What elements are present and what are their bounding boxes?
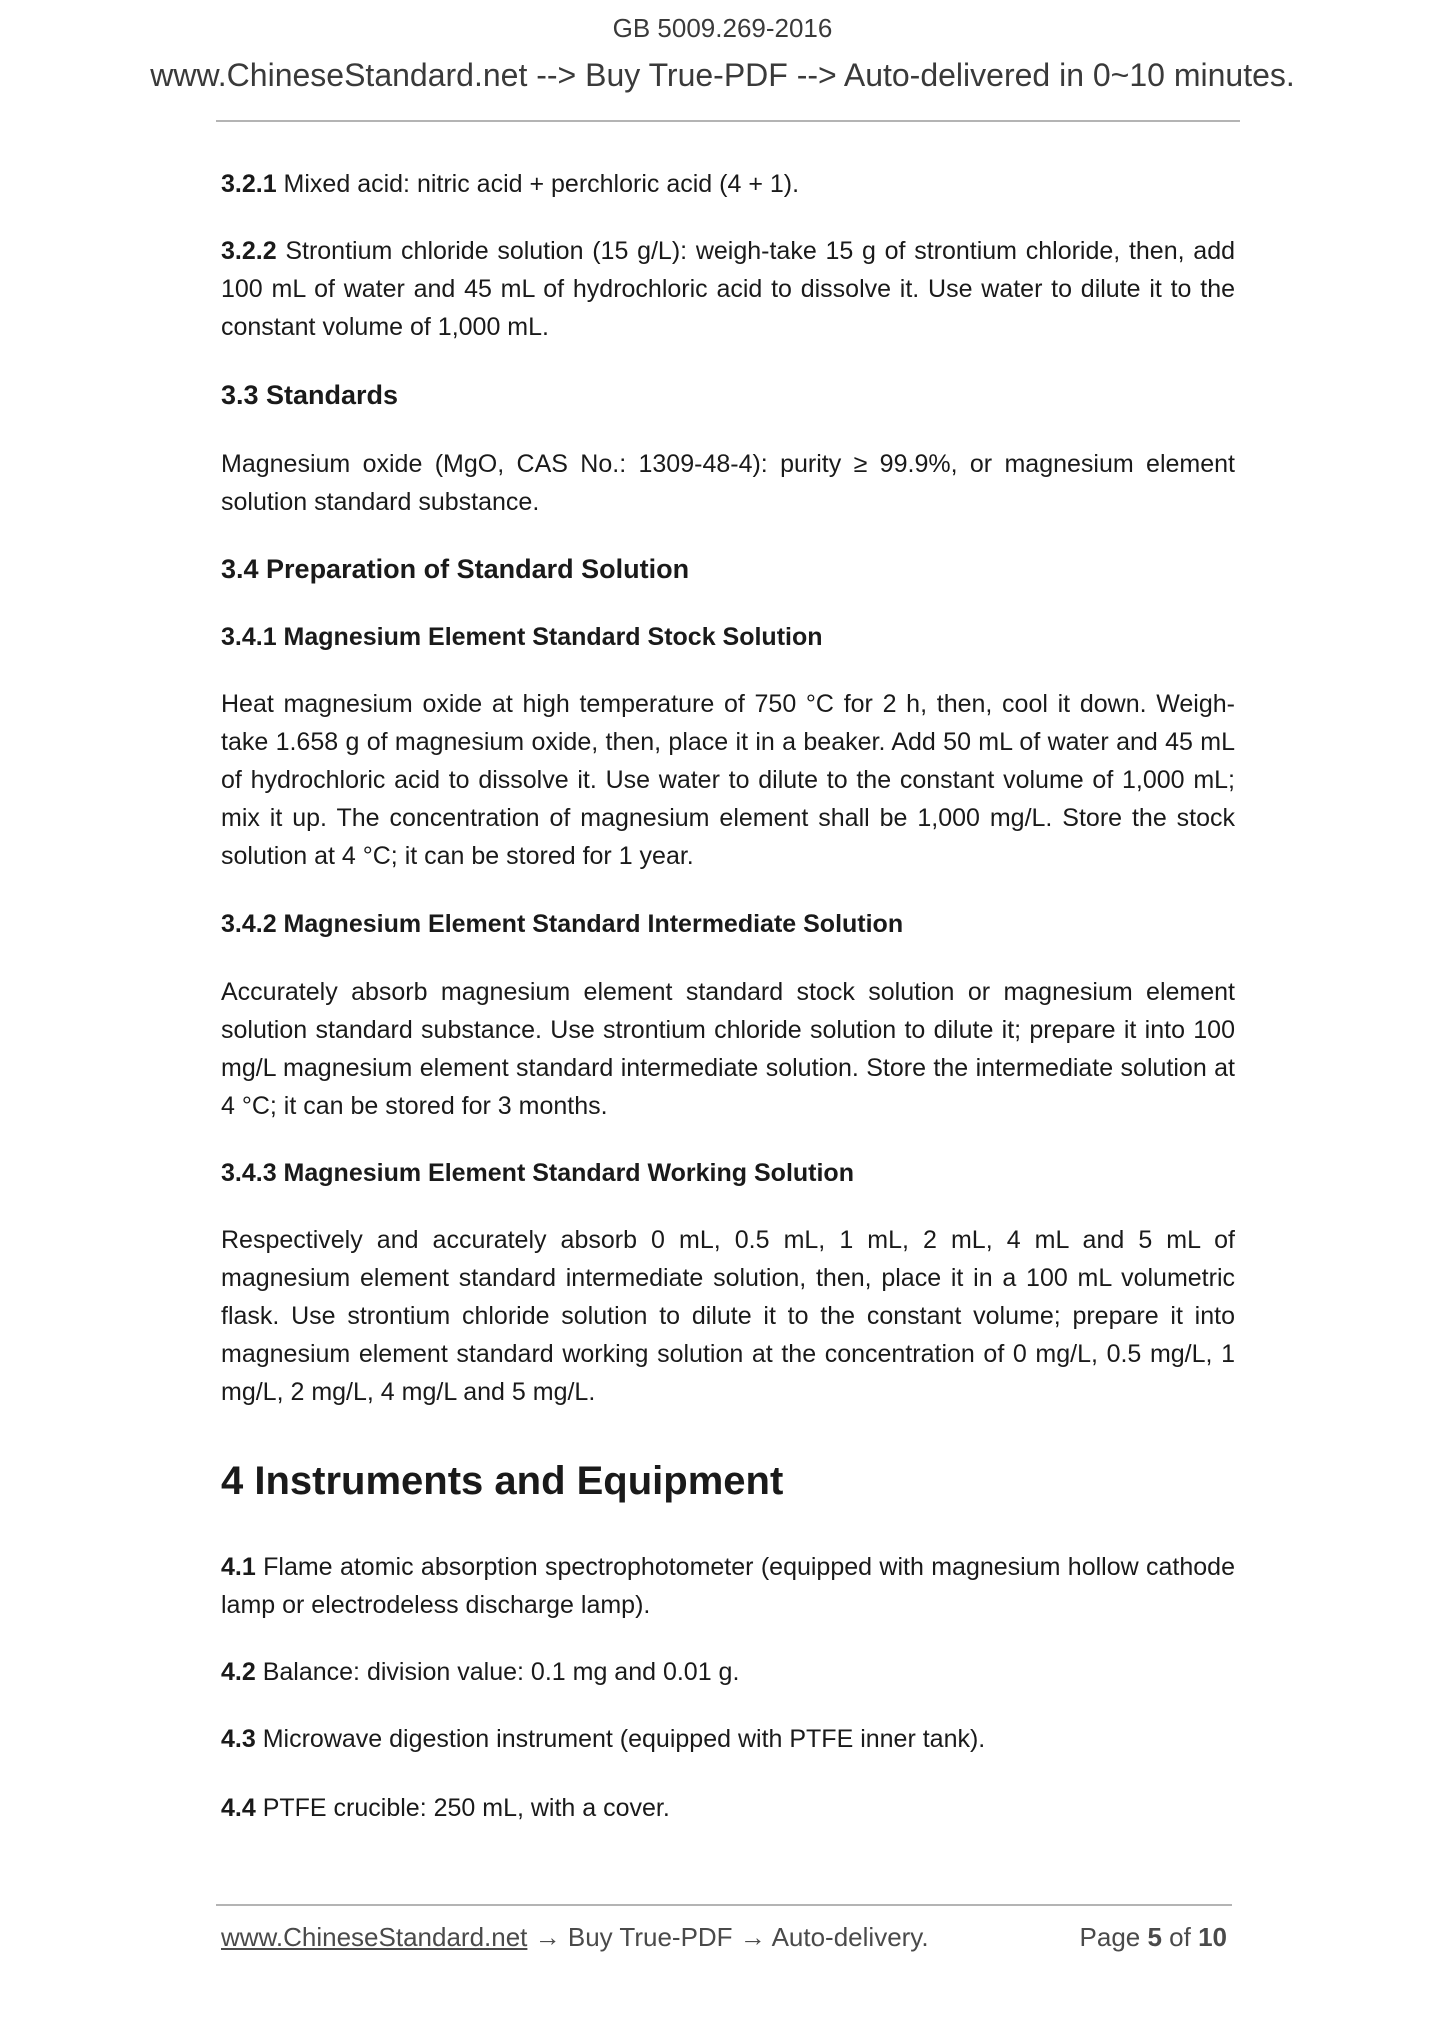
heading-3-4-1: 3.4.1 Magnesium Element Standard Stock Solution (221, 623, 823, 651)
heading-3-4-3: 3.4.3 Magnesium Element Standard Working Solution (221, 1159, 854, 1187)
page-label: Page (1079, 1922, 1148, 1952)
footer-link[interactable]: www.ChineseStandard.net (221, 1922, 528, 1952)
clause-text: Flame atomic absorption spectrophotometer (equipped with magnesium hollow cathode lamp or electrodeless discharge lamp). (221, 1553, 1235, 1619)
heading-3-4-2: 3.4.2 Magnesium Element Standard Intermediate Solution (221, 910, 904, 938)
clause-text: Mixed acid: nitric acid + perchloric acid (4 + 1). (276, 170, 800, 198)
clause-4-1 (221, 1548, 1235, 1624)
page-indicator (1080, 1922, 1227, 1953)
footer-divider (216, 1904, 1232, 1906)
page-number: 5 (1147, 1922, 1162, 1952)
paragraph-3-4-1: Heat magnesium oxide at high temperature of 750 °C for 2 h, then, cool it down. Weigh-take 1.658 g of magnesium oxide, then, place it in a beaker. Add 50 mL of water and 45 mL of hydrochloric acid to dissolve it. Use water to dilute to the constant volume of 1,000 mL; mix it up. The concentration of magnesium element shall be 1,000 mg/L. Store the stock solution at 4 °C; it can be stored for 1 year. (221, 690, 1235, 870)
clause-number: 4.3 (221, 1725, 256, 1753)
clause-text: PTFE crucible: 250 mL, with a cover. (255, 1794, 670, 1822)
clause-4-4 (221, 1789, 1235, 1827)
paragraph-3-4-3: Respectively and accurately absorb 0 mL, 0.5 mL, 1 mL, 2 mL, 4 mL and 5 mL of magnesium element standard intermediate solution, then, place it in a 100 mL volumetric flask. Use strontium chloride solution to dilute it to the constant volume; prepare it into magnesium element standard working solution at the concentration of 0 mg/L, 0.5 mg/L, 1 mg/L, 2 mg/L, 4 mg/L and 5 mg/L. (221, 1226, 1235, 1406)
paragraph-3-4-2: Accurately absorb magnesium element standard stock solution or magnesium element solution standard substance. Use strontium chloride solution to dilute it; prepare it into 100 mg/L magnesium element standard intermediate solution. Store the intermediate solution at 4 °C; it can be stored for 3 months. (221, 978, 1235, 1120)
page-total: 10 (1198, 1922, 1227, 1952)
clause-4-3 (221, 1720, 1235, 1758)
clause-4-2 (221, 1653, 1235, 1691)
standard-number: GB 5009.269-2016 (612, 13, 833, 43)
footer-text (221, 1922, 929, 1953)
heading-3-3: 3.3 Standards (221, 380, 399, 410)
header-banner: www.ChineseStandard.net --> Buy True-PDF --> Auto-delivered in 0~10 minutes. (150, 57, 1295, 93)
clause-3-2-1 (221, 165, 1235, 203)
clause-text: Strontium chloride solution (15 g/L): weigh-take 15 g of strontium chloride, then, add 100 mL of water and 45 mL of hydrochloric acid to dissolve it. Use water to dilute it to the constant volume of 1,000 mL. (221, 237, 1235, 341)
page-of-label: of (1161, 1922, 1199, 1952)
heading-3-4: 3.4 Preparation of Standard Solution (221, 554, 690, 584)
paragraph-3-3: Magnesium oxide (MgO, CAS No.: 1309-48-4): purity ≥ 99.9%, or magnesium element solution standard substance. (221, 450, 1235, 516)
heading-4: 4 Instruments and Equipment (221, 1459, 784, 1503)
clause-text: Balance: division value: 0.1 mg and 0.01 g. (255, 1658, 740, 1686)
clause-number: 3.2.2 (221, 237, 277, 265)
clause-text: Microwave digestion instrument (equipped with PTFE inner tank). (255, 1725, 986, 1753)
clause-number: 4.4 (221, 1794, 256, 1822)
clause-number: 3.2.1 (221, 170, 277, 198)
clause-number: 4.2 (221, 1658, 256, 1686)
clause-number: 4.1 (221, 1553, 256, 1581)
footer-tagline: → Buy True-PDF → Auto-delivery. (527, 1922, 929, 1952)
header-divider (216, 120, 1240, 122)
clause-3-2-2 (221, 232, 1235, 346)
